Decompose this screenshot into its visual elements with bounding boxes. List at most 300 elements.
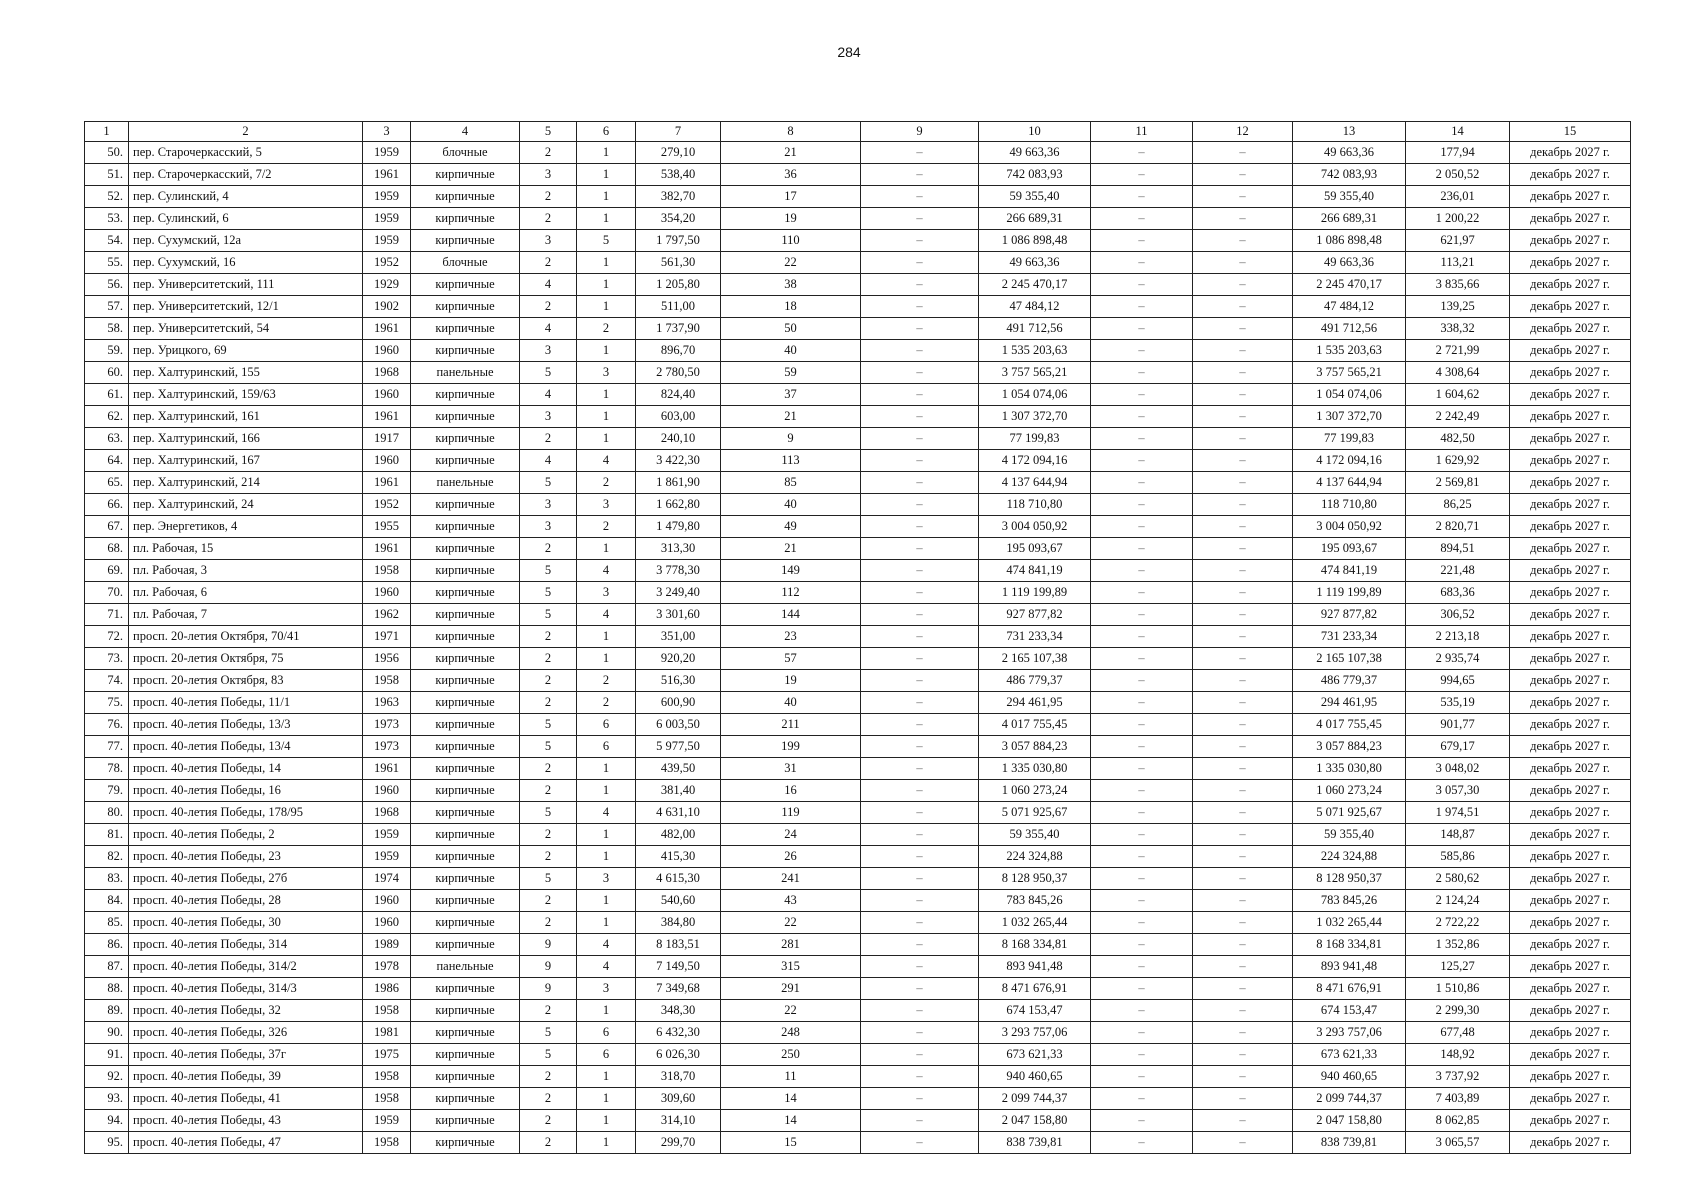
table-cell: 1 335 030,80: [1293, 758, 1406, 780]
table-cell: 21: [721, 538, 861, 560]
table-cell: декабрь 2027 г.: [1510, 494, 1631, 516]
table-cell: 415,30: [636, 846, 721, 868]
table-cell: –: [861, 230, 979, 252]
table-cell: декабрь 2027 г.: [1510, 1110, 1631, 1132]
table-cell: 1971: [363, 626, 411, 648]
table-cell: декабрь 2027 г.: [1510, 560, 1631, 582]
table-cell: 2 299,30: [1406, 1000, 1510, 1022]
table-cell: –: [1091, 296, 1193, 318]
table-cell: –: [1091, 736, 1193, 758]
table-cell: пер. Халтуринский, 155: [129, 362, 363, 384]
table-cell: кирпичные: [411, 648, 520, 670]
table-cell: панельные: [411, 362, 520, 384]
table-cell: 1960: [363, 780, 411, 802]
table-cell: 1968: [363, 362, 411, 384]
table-cell: 1961: [363, 758, 411, 780]
table-cell: декабрь 2027 г.: [1510, 1132, 1631, 1154]
table-cell: 59 355,40: [1293, 186, 1406, 208]
table-cell: 5: [520, 604, 577, 626]
column-header: 14: [1406, 122, 1510, 142]
table-cell: декабрь 2027 г.: [1510, 868, 1631, 890]
table-cell: декабрь 2027 г.: [1510, 736, 1631, 758]
table-cell: 113,21: [1406, 252, 1510, 274]
table-cell: 384,80: [636, 912, 721, 934]
table-cell: декабрь 2027 г.: [1510, 1000, 1631, 1022]
table-cell: 838 739,81: [1293, 1132, 1406, 1154]
table-row: [85, 736, 1631, 758]
table-cell: кирпичные: [411, 450, 520, 472]
table-cell: 603,00: [636, 406, 721, 428]
table-cell: 482,50: [1406, 428, 1510, 450]
table-cell: –: [1193, 1132, 1293, 1154]
table-cell: кирпичные: [411, 758, 520, 780]
table-cell: 535,19: [1406, 692, 1510, 714]
table-cell: 3 778,30: [636, 560, 721, 582]
table-cell: 50.: [85, 142, 129, 164]
data-table-container: [84, 121, 1630, 1154]
table-cell: –: [1091, 780, 1193, 802]
table-cell: –: [1091, 978, 1193, 1000]
table-cell: 439,50: [636, 758, 721, 780]
table-cell: 1958: [363, 1132, 411, 1154]
table-cell: кирпичные: [411, 494, 520, 516]
table-cell: 49 663,36: [1293, 142, 1406, 164]
table-cell: 2 935,74: [1406, 648, 1510, 670]
table-cell: 3 422,30: [636, 450, 721, 472]
table-cell: 3 757 565,21: [979, 362, 1091, 384]
table-cell: –: [861, 692, 979, 714]
table-cell: 4 631,10: [636, 802, 721, 824]
table-cell: 4 308,64: [1406, 362, 1510, 384]
table-cell: декабрь 2027 г.: [1510, 450, 1631, 472]
table-cell: –: [1193, 296, 1293, 318]
table-row: [85, 274, 1631, 296]
table-row: [85, 604, 1631, 626]
table-cell: 2: [520, 626, 577, 648]
table-cell: 1959: [363, 824, 411, 846]
table-cell: 2: [520, 538, 577, 560]
table-cell: –: [1091, 494, 1193, 516]
table-cell: пер. Энергетиков, 4: [129, 516, 363, 538]
table-row: [85, 362, 1631, 384]
table-row: [85, 890, 1631, 912]
table-cell: 4 172 094,16: [1293, 450, 1406, 472]
table-cell: 348,30: [636, 1000, 721, 1022]
table-cell: –: [1091, 186, 1193, 208]
table-cell: 47 484,12: [979, 296, 1091, 318]
table-cell: –: [1091, 1066, 1193, 1088]
table-cell: 674 153,47: [979, 1000, 1091, 1022]
table-cell: 1: [577, 1000, 636, 1022]
column-header: 1: [85, 122, 129, 142]
table-cell: 486 779,37: [979, 670, 1091, 692]
table-cell: –: [861, 318, 979, 340]
table-cell: 8 168 334,81: [1293, 934, 1406, 956]
table-cell: просп. 40-летия Победы, 178/95: [129, 802, 363, 824]
table-row: [85, 538, 1631, 560]
table-cell: –: [861, 252, 979, 274]
table-cell: 3 737,92: [1406, 1066, 1510, 1088]
table-cell: кирпичные: [411, 1000, 520, 1022]
table-cell: 38: [721, 274, 861, 296]
table-row: [85, 780, 1631, 802]
table-cell: пер. Старочеркасский, 5: [129, 142, 363, 164]
table-cell: пер. Университетский, 54: [129, 318, 363, 340]
table-row: [85, 1088, 1631, 1110]
table-cell: 1989: [363, 934, 411, 956]
table-cell: 5 071 925,67: [1293, 802, 1406, 824]
table-cell: 74.: [85, 670, 129, 692]
table-cell: 9: [520, 956, 577, 978]
table-cell: 2: [577, 692, 636, 714]
table-cell: 683,36: [1406, 582, 1510, 604]
table-cell: 4: [577, 560, 636, 582]
table-cell: –: [1193, 1088, 1293, 1110]
table-cell: –: [1193, 538, 1293, 560]
table-cell: 3 301,60: [636, 604, 721, 626]
table-row: [85, 472, 1631, 494]
table-cell: 1958: [363, 1000, 411, 1022]
table-cell: 50: [721, 318, 861, 340]
table-cell: –: [861, 538, 979, 560]
table-cell: 2: [520, 648, 577, 670]
table-cell: 8 471 676,91: [1293, 978, 1406, 1000]
table-cell: 65.: [85, 472, 129, 494]
table-cell: –: [861, 384, 979, 406]
table-cell: декабрь 2027 г.: [1510, 846, 1631, 868]
table-cell: 1961: [363, 318, 411, 340]
table-cell: 1958: [363, 560, 411, 582]
column-header: 12: [1193, 122, 1293, 142]
table-cell: кирпичные: [411, 1066, 520, 1088]
table-cell: –: [861, 560, 979, 582]
table-cell: 78.: [85, 758, 129, 780]
table-cell: кирпичные: [411, 428, 520, 450]
table-cell: 1: [577, 428, 636, 450]
table-cell: декабрь 2027 г.: [1510, 428, 1631, 450]
table-cell: 1: [577, 912, 636, 934]
table-cell: –: [1091, 1044, 1193, 1066]
table-cell: –: [1193, 890, 1293, 912]
table-cell: 2 165 107,38: [1293, 648, 1406, 670]
table-cell: –: [1091, 582, 1193, 604]
table-cell: 1: [577, 186, 636, 208]
table-cell: 224 324,88: [1293, 846, 1406, 868]
table-cell: –: [861, 1066, 979, 1088]
table-cell: 824,40: [636, 384, 721, 406]
table-cell: 5: [520, 560, 577, 582]
table-row: [85, 186, 1631, 208]
table-cell: 95.: [85, 1132, 129, 1154]
table-cell: 4: [577, 802, 636, 824]
table-cell: 1974: [363, 868, 411, 890]
table-cell: 1917: [363, 428, 411, 450]
table-cell: 927 877,82: [1293, 604, 1406, 626]
table-cell: 68.: [85, 538, 129, 560]
table-cell: 7 149,50: [636, 956, 721, 978]
table-row: [85, 868, 1631, 890]
table-cell: 893 941,48: [1293, 956, 1406, 978]
table-cell: 3: [520, 494, 577, 516]
table-cell: 1 032 265,44: [1293, 912, 1406, 934]
column-header: 3: [363, 122, 411, 142]
table-cell: декабрь 2027 г.: [1510, 1022, 1631, 1044]
table-cell: 3: [520, 516, 577, 538]
table-cell: 315: [721, 956, 861, 978]
table-cell: 4 615,30: [636, 868, 721, 890]
table-cell: 1: [577, 1088, 636, 1110]
table-cell: 248: [721, 1022, 861, 1044]
table-cell: 354,20: [636, 208, 721, 230]
table-cell: просп. 40-летия Победы, 47: [129, 1132, 363, 1154]
table-cell: 2: [520, 824, 577, 846]
table-cell: 940 460,65: [979, 1066, 1091, 1088]
table-cell: 57: [721, 648, 861, 670]
table-cell: 3 048,02: [1406, 758, 1510, 780]
table-cell: –: [861, 450, 979, 472]
table-cell: 1: [577, 648, 636, 670]
table-cell: –: [1091, 824, 1193, 846]
table-cell: 4 017 755,45: [1293, 714, 1406, 736]
table-cell: 93.: [85, 1088, 129, 1110]
table-row: [85, 648, 1631, 670]
table-cell: 1 510,86: [1406, 978, 1510, 1000]
table-cell: –: [1091, 1000, 1193, 1022]
table-cell: 600,90: [636, 692, 721, 714]
table-row: [85, 516, 1631, 538]
table-cell: кирпичные: [411, 824, 520, 846]
table-cell: 67.: [85, 516, 129, 538]
table-cell: 294 461,95: [1293, 692, 1406, 714]
table-cell: 1 086 898,48: [979, 230, 1091, 252]
table-cell: 113: [721, 450, 861, 472]
table-cell: –: [1193, 494, 1293, 516]
table-cell: 69.: [85, 560, 129, 582]
table-cell: 79.: [85, 780, 129, 802]
table-cell: 2 580,62: [1406, 868, 1510, 890]
table-cell: 80.: [85, 802, 129, 824]
table-cell: 59.: [85, 340, 129, 362]
table-cell: пер. Университетский, 12/1: [129, 296, 363, 318]
table-cell: –: [861, 714, 979, 736]
table-cell: –: [1193, 516, 1293, 538]
table-cell: просп. 40-летия Победы, 13/3: [129, 714, 363, 736]
table-cell: 75.: [85, 692, 129, 714]
table-cell: 195 093,67: [979, 538, 1091, 560]
table-cell: 1973: [363, 736, 411, 758]
page-number: 284: [837, 44, 861, 60]
table-cell: 3 249,40: [636, 582, 721, 604]
table-cell: 313,30: [636, 538, 721, 560]
table-cell: 49 663,36: [979, 142, 1091, 164]
table-cell: 266 689,31: [979, 208, 1091, 230]
table-cell: –: [861, 1110, 979, 1132]
table-cell: 90.: [85, 1022, 129, 1044]
table-cell: 4: [577, 934, 636, 956]
table-cell: –: [1091, 714, 1193, 736]
table-cell: 7 403,89: [1406, 1088, 1510, 1110]
table-cell: 2: [520, 428, 577, 450]
table-cell: кирпичные: [411, 1110, 520, 1132]
table-row: [85, 384, 1631, 406]
table-cell: 1981: [363, 1022, 411, 1044]
table-cell: 6 003,50: [636, 714, 721, 736]
table-cell: –: [1193, 252, 1293, 274]
table-cell: –: [1193, 318, 1293, 340]
table-cell: 516,30: [636, 670, 721, 692]
table-cell: 40: [721, 494, 861, 516]
table-cell: кирпичные: [411, 164, 520, 186]
table-cell: декабрь 2027 г.: [1510, 714, 1631, 736]
column-header: 11: [1091, 122, 1193, 142]
table-cell: просп. 40-летия Победы, 314/2: [129, 956, 363, 978]
table-row: [85, 956, 1631, 978]
table-cell: 674 153,47: [1293, 1000, 1406, 1022]
table-cell: 211: [721, 714, 861, 736]
table-cell: 2 780,50: [636, 362, 721, 384]
table-cell: 2: [577, 318, 636, 340]
table-cell: кирпичные: [411, 384, 520, 406]
table-cell: –: [861, 604, 979, 626]
table-cell: 31: [721, 758, 861, 780]
table-cell: 894,51: [1406, 538, 1510, 560]
table-cell: 57.: [85, 296, 129, 318]
table-cell: 9: [721, 428, 861, 450]
table-cell: –: [1091, 956, 1193, 978]
table-cell: 85: [721, 472, 861, 494]
table-cell: 2: [520, 692, 577, 714]
table-cell: 1961: [363, 472, 411, 494]
table-cell: 16: [721, 780, 861, 802]
table-cell: 1959: [363, 142, 411, 164]
table-cell: декабрь 2027 г.: [1510, 978, 1631, 1000]
table-cell: 112: [721, 582, 861, 604]
table-cell: просп. 40-летия Победы, 32: [129, 1000, 363, 1022]
table-cell: –: [1193, 340, 1293, 362]
table-cell: блочные: [411, 142, 520, 164]
table-cell: –: [861, 186, 979, 208]
table-cell: кирпичные: [411, 318, 520, 340]
table-cell: декабрь 2027 г.: [1510, 626, 1631, 648]
table-cell: кирпичные: [411, 538, 520, 560]
table-cell: –: [861, 1000, 979, 1022]
table-cell: 3 293 757,06: [979, 1022, 1091, 1044]
table-cell: 585,86: [1406, 846, 1510, 868]
table-cell: –: [1091, 142, 1193, 164]
table-cell: 195 093,67: [1293, 538, 1406, 560]
table-cell: 1 797,50: [636, 230, 721, 252]
table-cell: 22: [721, 912, 861, 934]
table-cell: декабрь 2027 г.: [1510, 824, 1631, 846]
table-cell: просп. 40-летия Победы, 314: [129, 934, 363, 956]
table-cell: пер. Сухумский, 12а: [129, 230, 363, 252]
table-cell: –: [1193, 1110, 1293, 1132]
table-cell: 77.: [85, 736, 129, 758]
table-cell: 1960: [363, 450, 411, 472]
table-cell: 291: [721, 978, 861, 1000]
table-cell: 1960: [363, 582, 411, 604]
table-cell: 23: [721, 626, 861, 648]
table-cell: 338,32: [1406, 318, 1510, 340]
table-cell: 6: [577, 1044, 636, 1066]
table-cell: 4: [577, 450, 636, 472]
table-cell: –: [861, 758, 979, 780]
table-cell: декабрь 2027 г.: [1510, 274, 1631, 296]
table-cell: –: [861, 890, 979, 912]
table-cell: просп. 20-летия Октября, 75: [129, 648, 363, 670]
table-cell: –: [1193, 912, 1293, 934]
table-cell: 21: [721, 142, 861, 164]
table-cell: просп. 40-летия Победы, 28: [129, 890, 363, 912]
table-cell: 8 183,51: [636, 934, 721, 956]
table-row: [85, 824, 1631, 846]
table-cell: 540,60: [636, 890, 721, 912]
table-cell: 1959: [363, 1110, 411, 1132]
table-cell: 742 083,93: [979, 164, 1091, 186]
table-cell: 1 205,80: [636, 274, 721, 296]
table-cell: 2: [520, 1110, 577, 1132]
table-cell: кирпичные: [411, 230, 520, 252]
table-cell: 11: [721, 1066, 861, 1088]
table-cell: 3 757 565,21: [1293, 362, 1406, 384]
table-cell: кирпичные: [411, 802, 520, 824]
table-cell: 994,65: [1406, 670, 1510, 692]
table-cell: 119: [721, 802, 861, 824]
table-cell: 3 057 884,23: [979, 736, 1091, 758]
table-cell: –: [1091, 1022, 1193, 1044]
table-cell: пер. Халтуринский, 161: [129, 406, 363, 428]
table-cell: просп. 40-летия Победы, 13/4: [129, 736, 363, 758]
table-cell: 63.: [85, 428, 129, 450]
table-cell: 1986: [363, 978, 411, 1000]
table-cell: 5: [520, 582, 577, 604]
column-header: 8: [721, 122, 861, 142]
table-cell: –: [1193, 692, 1293, 714]
table-cell: 7 349,68: [636, 978, 721, 1000]
table-cell: 1: [577, 846, 636, 868]
table-cell: 21: [721, 406, 861, 428]
table-cell: –: [1091, 758, 1193, 780]
table-row: [85, 164, 1631, 186]
table-cell: 59 355,40: [979, 186, 1091, 208]
table-cell: 2: [520, 780, 577, 802]
table-cell: 4 137 644,94: [979, 472, 1091, 494]
table-cell: –: [1091, 670, 1193, 692]
table-cell: 47 484,12: [1293, 296, 1406, 318]
table-cell: просп. 40-летия Победы, 37г: [129, 1044, 363, 1066]
table-cell: –: [1193, 802, 1293, 824]
table-cell: 309,60: [636, 1088, 721, 1110]
table-cell: 85.: [85, 912, 129, 934]
table-cell: 1: [577, 296, 636, 318]
table-cell: 1 629,92: [1406, 450, 1510, 472]
table-cell: 24: [721, 824, 861, 846]
table-row: [85, 428, 1631, 450]
table-cell: –: [1091, 362, 1193, 384]
table-cell: –: [1193, 956, 1293, 978]
table-cell: просп. 40-летия Победы, 30: [129, 912, 363, 934]
table-cell: –: [861, 868, 979, 890]
table-cell: 4 017 755,45: [979, 714, 1091, 736]
table-cell: 940 460,65: [1293, 1066, 1406, 1088]
table-cell: 19: [721, 670, 861, 692]
table-cell: –: [1091, 406, 1193, 428]
table-cell: пер. Халтуринский, 166: [129, 428, 363, 450]
table-cell: декабрь 2027 г.: [1510, 164, 1631, 186]
table-cell: –: [861, 296, 979, 318]
housing-table: [84, 121, 1631, 1154]
table-cell: –: [1193, 450, 1293, 472]
